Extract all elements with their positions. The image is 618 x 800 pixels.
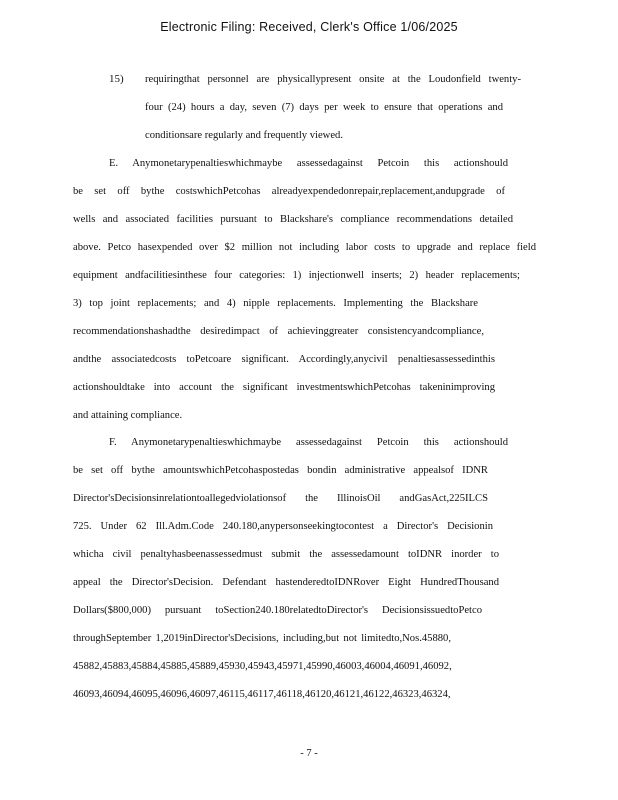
paragraph-f-line: 46093,46094,46095,46096,46097,46115,46117,46118,46120,46121,46122,46323,46324,: [73, 689, 451, 700]
paragraph-e-line: be set off bythe costswhichPetcohas alreadyexpendedonrepair,replacement,andupgrade of: [73, 186, 505, 197]
paragraph-e-line: and attaining compliance.: [73, 410, 183, 421]
paragraph-f-line: throughSeptember 1,2019inDirector'sDecisions, including,but not limitedto,Nos.45880,: [73, 633, 451, 644]
paragraph-f-line: 45882,45883,45884,45885,45889,45930,45943,45971,45990,46003,46004,46091,46092,: [73, 661, 452, 672]
paragraph-f-line: Dollars($800,000) pursuant toSection240.180relatedtoDirector's DecisionsissuedtoPetco: [73, 605, 482, 616]
paragraph-f-line: whicha civil penaltyhasbeenassessedmust submit the assessedamount toIDNR inorder to: [73, 549, 499, 560]
paragraph-e-line: wells and associated facilities pursuant to Blackshare's compliance recommendations detailed: [73, 214, 513, 225]
item-number: 15): [109, 73, 124, 85]
paragraph-f-line: 725. Under 62 Ill.Adm.Code 240.180,anypersonseekingtocontest a Director's Decisionin: [73, 521, 493, 532]
paragraph-e-line: 3) top joint replacements; and 4) nipple replacements. Implementing the Blackshare: [73, 298, 478, 309]
filing-header: Electronic Filing: Received, Clerk's Office 1/06/2025: [160, 20, 458, 34]
item15-line: four (24) hours a day, seven (7) days per week to ensure that operations and: [145, 102, 503, 113]
paragraph-e-line: actionshouldtake into account the significant investmentswhichPetcohas takeninimproving: [73, 382, 495, 393]
paragraph-f-line: appeal the Director'sDecision. Defendant hastenderedtoIDNRover Eight HundredThousand: [73, 577, 499, 588]
paragraph-f-line: be set off bythe amountswhichPetcohaspostedas bondin administrative appealsof IDNR: [73, 465, 488, 476]
item15-line: conditionsare regularly and frequently viewed.: [145, 130, 343, 141]
paragraph-e-line: recommendationshashadthe desiredimpact of achievinggreater consistencyandcompliance,: [73, 326, 484, 337]
paragraph-e-line: E. Anymonetarypenaltieswhichmaybe assessedagainst Petcoin this actionshould: [109, 158, 508, 169]
paragraph-f-line: Director'sDecisionsinrelationtoallegedviolationsof the IllinoisOil andGasAct,225ILCS: [73, 493, 488, 504]
paragraph-e-line: above. Petco hasexpended over $2 million not including labor costs to upgrade and replace field: [73, 242, 536, 253]
page-number: - 7 -: [300, 748, 318, 759]
paragraph-e-line: andthe associatedcosts toPetcoare significant. Accordingly,anycivil penaltiesassessedinthis: [73, 354, 495, 365]
paragraph-f-line: F. Anymonetarypenaltieswhichmaybe assessedagainst Petcoin this actionshould: [109, 437, 508, 448]
paragraph-e-line: equipment andfacilitiesinthese four categories: 1) injectionwell inserts; 2) header replacements;: [73, 270, 520, 281]
item15-line: requiringthat personnel are physicallypresent onsite at the Loudonfield twenty-: [145, 74, 521, 85]
